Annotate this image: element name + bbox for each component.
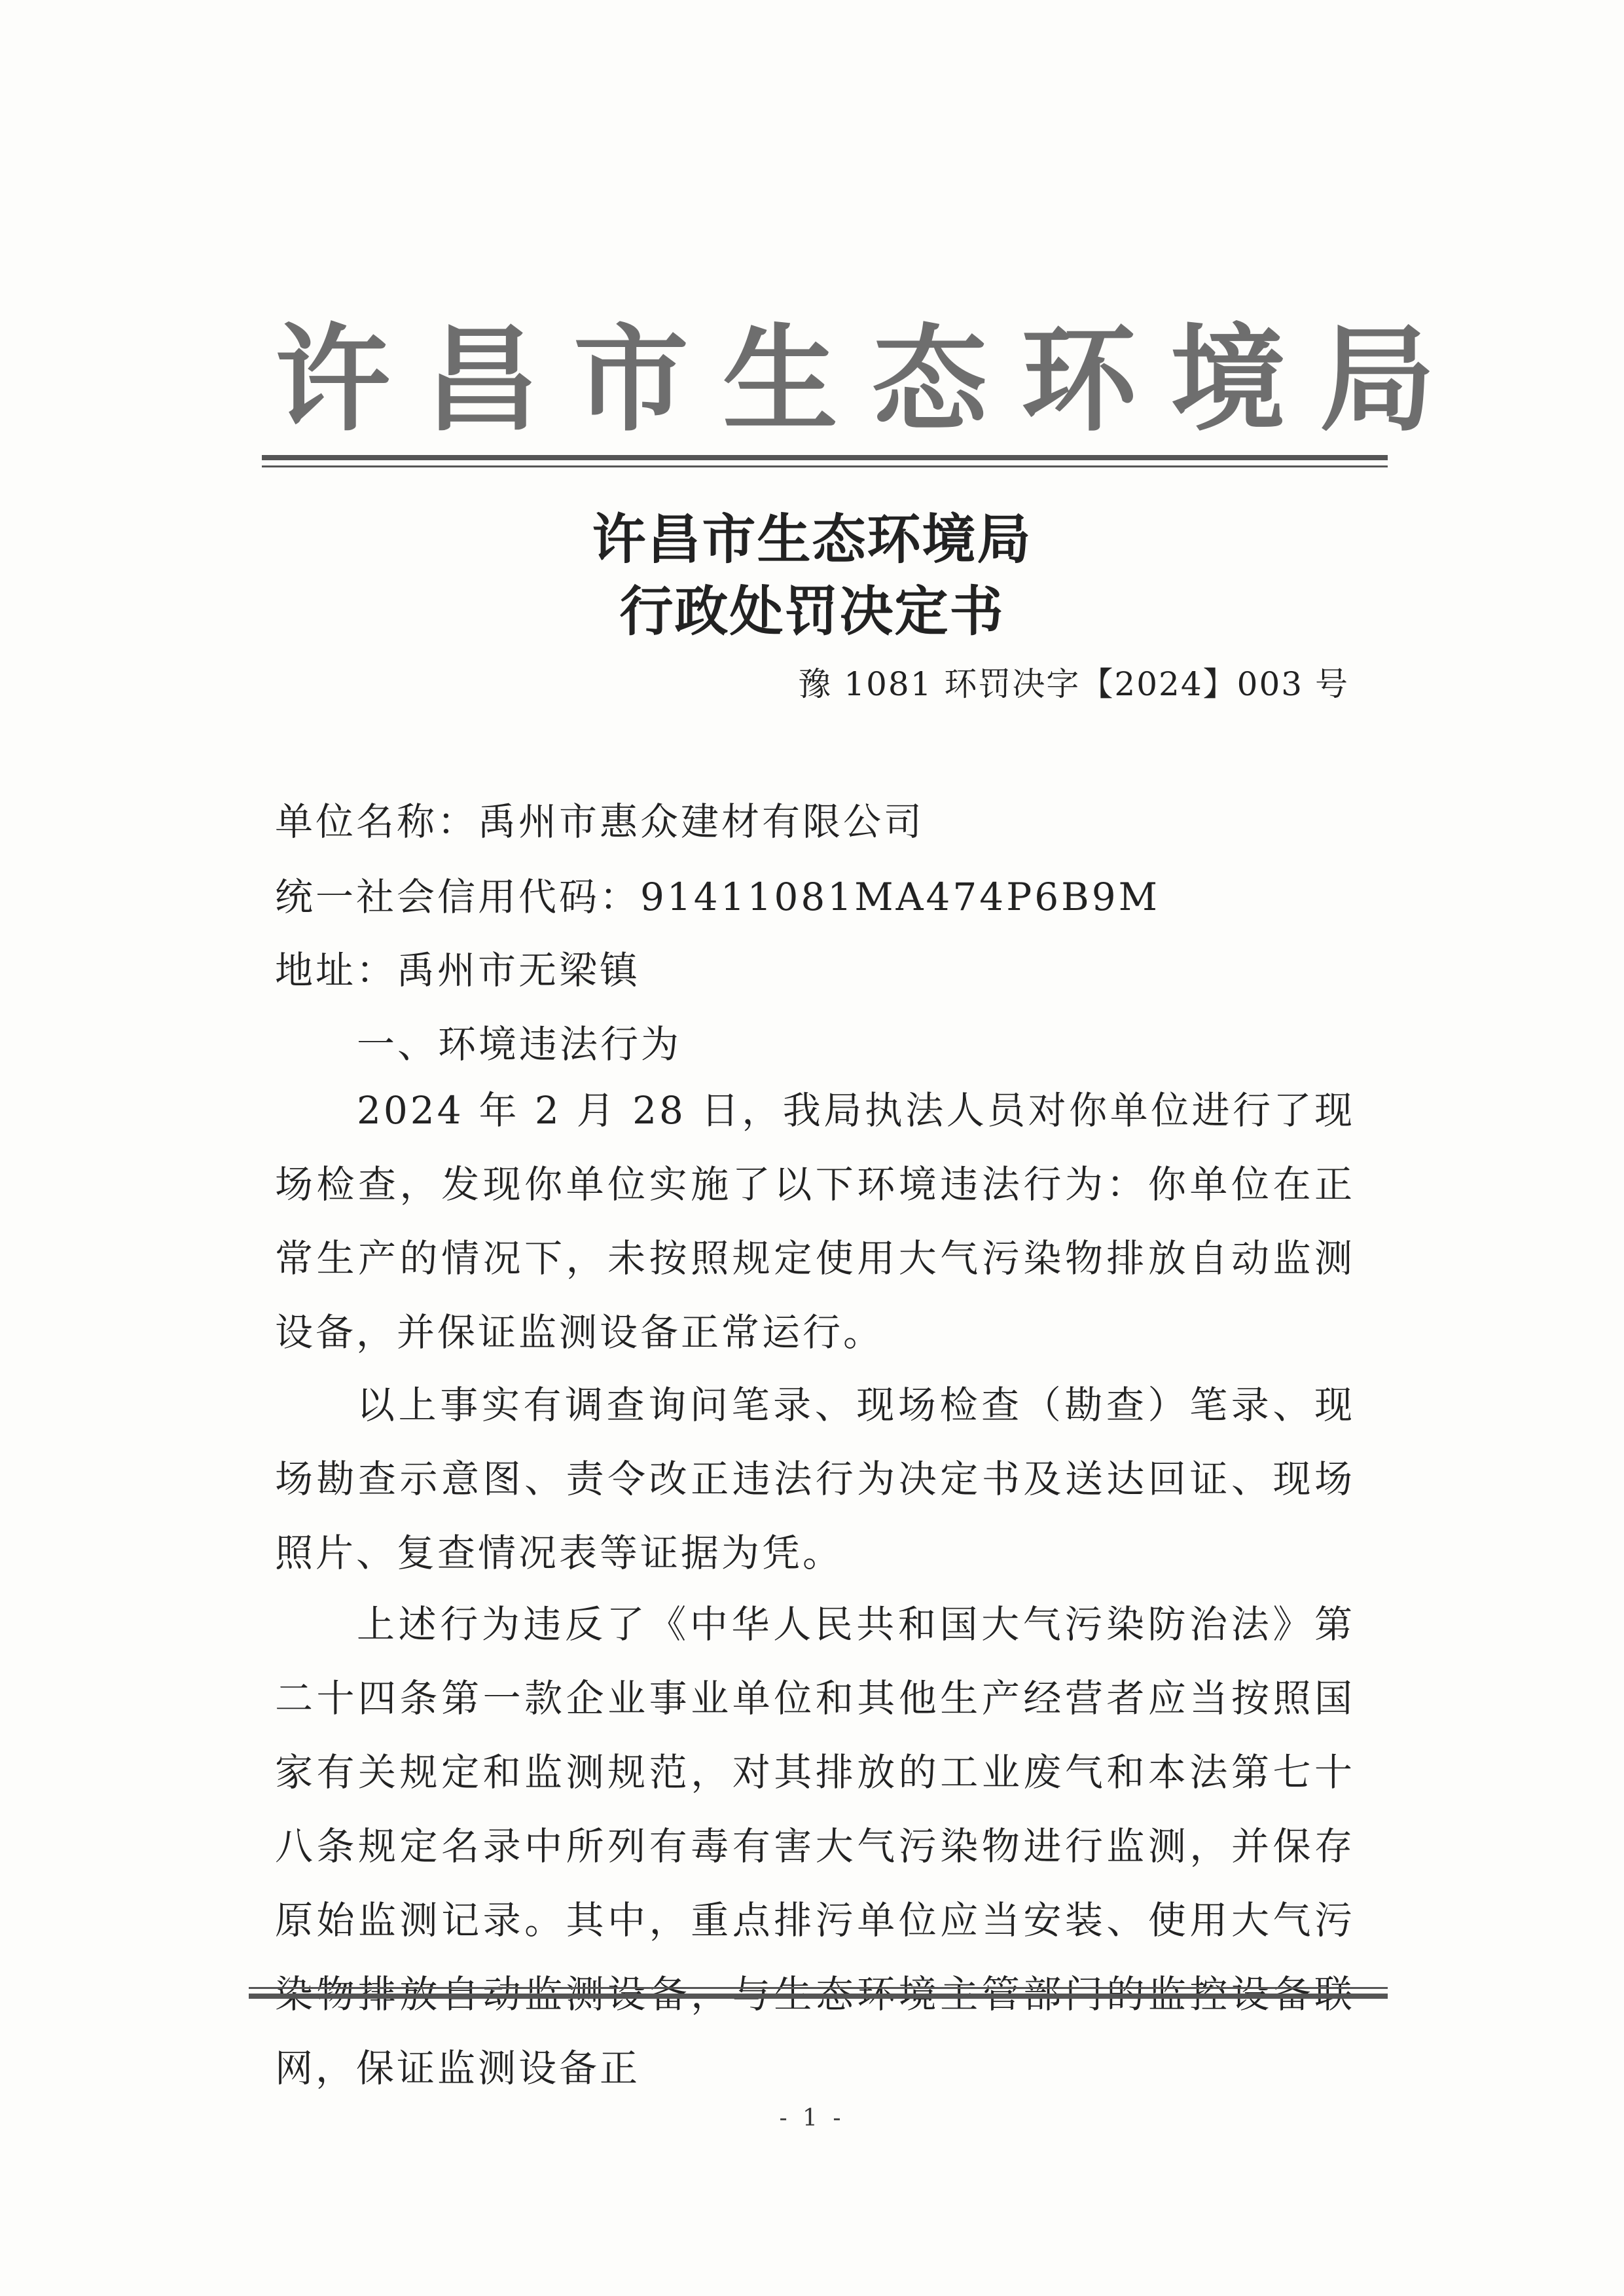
document-number: 豫 1081 环罚决字【2024】003 号: [798, 665, 1349, 703]
paragraph-violation-facts: 2024 年 2 月 28 日，我局执法人员对你单位进行了现场检查，发现你单位实施了以下环境违法行为：你单位在正常生产的情况下，未按照规定使用大气污染物排放自动监测设备，并保证监测设备正常运行。: [275, 1088, 1355, 1355]
page-number: - 1 -: [779, 2105, 845, 2132]
section-heading: 一、环境违法行为: [357, 1022, 682, 1066]
unit-name-field: 单位名称：禹州市惠众建材有限公司: [275, 799, 925, 844]
document-title-line-1: 许昌市生态环境局: [592, 509, 1032, 571]
paragraph-evidence: 以上事实有调查询问笔录、现场检查（勘查）笔录、现场勘查示意图、责令改正违法行为决定书及送达回证、现场照片、复查情况表等证据为凭。: [275, 1383, 1355, 1575]
divider-thin-line: [262, 465, 1388, 467]
address-field: 地址：禹州市无梁镇: [275, 948, 641, 993]
letterhead-divider: [262, 455, 1388, 472]
divider-thin-line: [249, 1987, 1388, 1989]
footer-divider: [249, 1987, 1388, 2003]
divider-thick-line: [249, 1994, 1388, 1999]
letterhead-agency-name: 许昌市生态环境局: [275, 312, 1470, 447]
document-title-line-2: 行政处罚决定书: [619, 581, 1005, 643]
divider-thick-line: [262, 455, 1388, 460]
paragraph-legal-basis: 上述行为违反了《中华人民共和国大气污染防治法》第二十四条第一款企业事业单位和其他生产经营者应当按照国家有关规定和监测规范，对其排放的工业废气和本法第七十八条规定名录中所列有毒有害大气污染物进行监测，并保存原始监测记录。其中，重点排污单位应当安装、使用大气污 网，保证监测设备正: [275, 1602, 1355, 2090]
credit-code-field: 统一社会信用代码：91411081MA474P6B9M: [275, 875, 1161, 919]
